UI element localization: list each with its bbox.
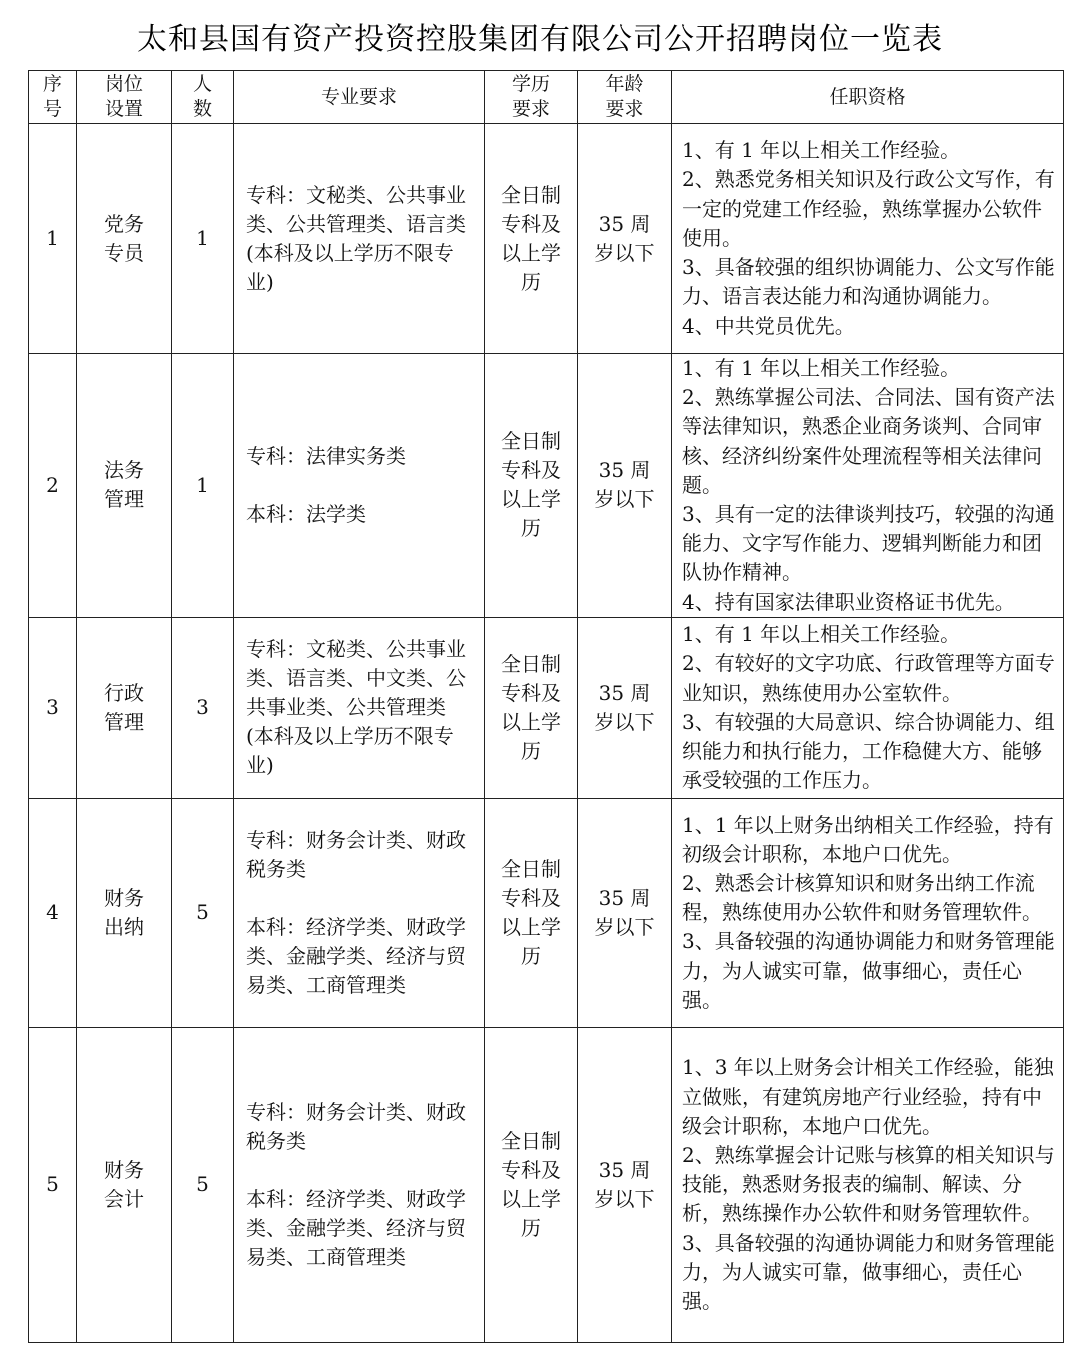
cell-no: 1 (29, 124, 77, 354)
cell-no: 5 (29, 1027, 77, 1342)
cell-education: 全日制 专科及 以上学 历 (485, 617, 578, 798)
cell-count: 5 (172, 1027, 234, 1342)
major-text-b: 本科：经济学类、财政学类、金融学类、经济与贸易类、工商管理类 (246, 914, 466, 997)
cell-position: 法务 管理 (77, 354, 172, 618)
header-qualification: 任职资格 (672, 71, 1064, 124)
cell-education: 全日制 专科及 以上学 历 (485, 124, 578, 354)
cell-education: 全日制 专科及 以上学 历 (485, 798, 578, 1027)
major-spacer (246, 1156, 474, 1185)
cell-qualification: 1、1 年以上财务出纳相关工作经验，持有初级会计职称，本地户口优先。 2、熟悉会计核算知识和财务出纳工作流程，熟练使用办公软件和财务管理软件。 3、具备较强的沟通协调能力和财务管理能力，为人诚实可靠，做事细心，责任心强。 (672, 798, 1064, 1027)
major-text-a: 专科：文秘类、公共事业类、公共管理类、语言类 (本科及以上学历不限专业) (246, 182, 466, 294)
header-age: 年龄 要求 (578, 71, 672, 124)
cell-position: 党务 专员 (77, 124, 172, 354)
table-row (29, 124, 1064, 354)
header-count: 人 数 (172, 71, 234, 124)
recruitment-table (28, 70, 1064, 1343)
cell-age: 35 周 岁以下 (578, 354, 672, 618)
table-row (29, 617, 1064, 798)
table-row (29, 354, 1064, 618)
cell-education: 全日制 专科及 以上学 历 (485, 354, 578, 618)
cell-position: 财务 会计 (77, 1027, 172, 1342)
header-education: 学历 要求 (485, 71, 578, 124)
cell-count: 1 (172, 354, 234, 618)
cell-qualification: 1、有 1 年以上相关工作经验。 2、有较好的文字功底、行政管理等方面专业知识，熟练使用办公室软件。 3、有较强的大局意识、综合协调能力、组织能力和执行能力，工作稳健大方、能够承受较强的工作压力。 (672, 617, 1064, 798)
cell-major (234, 124, 485, 354)
cell-no: 3 (29, 617, 77, 798)
cell-age: 35 周 岁以下 (578, 798, 672, 1027)
cell-qualification: 1、3 年以上财务会计相关工作经验，能独立做账，有建筑房地产行业经验，持有中级会计职称，本地户口优先。 2、熟练掌握会计记账与核算的相关知识与技能，熟悉财务报表的编制、解读、分析，熟练操作办公软件和财务管理软件。 3、具备较强的沟通协调能力和财务管理能力，为人诚实可靠，做事细心，责任心强。 (672, 1027, 1064, 1342)
header-position: 岗位 设置 (77, 71, 172, 124)
header-row (29, 71, 1064, 124)
major-text-b: 本科：法学类 (246, 501, 366, 526)
header-major: 专业要求 (234, 71, 485, 124)
cell-qualification: 1、有 1 年以上相关工作经验。 2、熟悉党务相关知识及行政公文写作，有一定的党建工作经验，熟练掌握办公软件使用。 3、具备较强的组织协调能力、公文写作能力、语言表达能力和沟通协调能力。 4、中共党员优先。 (672, 124, 1064, 354)
cell-qualification: 1、有 1 年以上相关工作经验。 2、熟练掌握公司法、合同法、国有资产法等法律知识，熟悉企业商务谈判、合同审核、经济纠纷案件处理流程等相关法律问题。 3、具有一定的法律谈判技巧，较强的沟通能力、文字写作能力、逻辑判断能力和团队协作精神。 4、持有国家法律职业资格证书优先。 (672, 354, 1064, 618)
cell-count: 5 (172, 798, 234, 1027)
cell-education: 全日制 专科及 以上学 历 (485, 1027, 578, 1342)
cell-major (234, 617, 485, 798)
cell-major (234, 354, 485, 618)
cell-major (234, 1027, 485, 1342)
cell-no: 2 (29, 354, 77, 618)
major-text-a: 专科：文秘类、公共事业类、语言类、中文类、公共事业类、公共管理类 (本科及以上学历不限专业) (246, 637, 466, 778)
cell-position: 财务 出纳 (77, 798, 172, 1027)
table-row (29, 798, 1064, 1027)
major-text-a: 专科：财务会计类、财政税务类 (246, 827, 466, 881)
cell-count: 3 (172, 617, 234, 798)
major-text-a: 专科：法律实务类 (246, 443, 406, 468)
cell-count: 1 (172, 124, 234, 354)
cell-age: 35 周 岁以下 (578, 1027, 672, 1342)
cell-no: 4 (29, 798, 77, 1027)
cell-age: 35 周 岁以下 (578, 124, 672, 354)
major-spacer (246, 471, 474, 500)
major-text-b: 本科：经济学类、财政学类、金融学类、经济与贸易类、工商管理类 (246, 1186, 466, 1269)
major-text-a: 专科：财务会计类、财政税务类 (246, 1099, 466, 1153)
page-title: 太和县国有资产投资控股集团有限公司公开招聘岗位一览表 (137, 22, 943, 57)
major-spacer (246, 884, 474, 913)
cell-position: 行政 管理 (77, 617, 172, 798)
table-row (29, 1027, 1064, 1342)
cell-major (234, 798, 485, 1027)
cell-age: 35 周 岁以下 (578, 617, 672, 798)
header-no: 序 号 (29, 71, 77, 124)
